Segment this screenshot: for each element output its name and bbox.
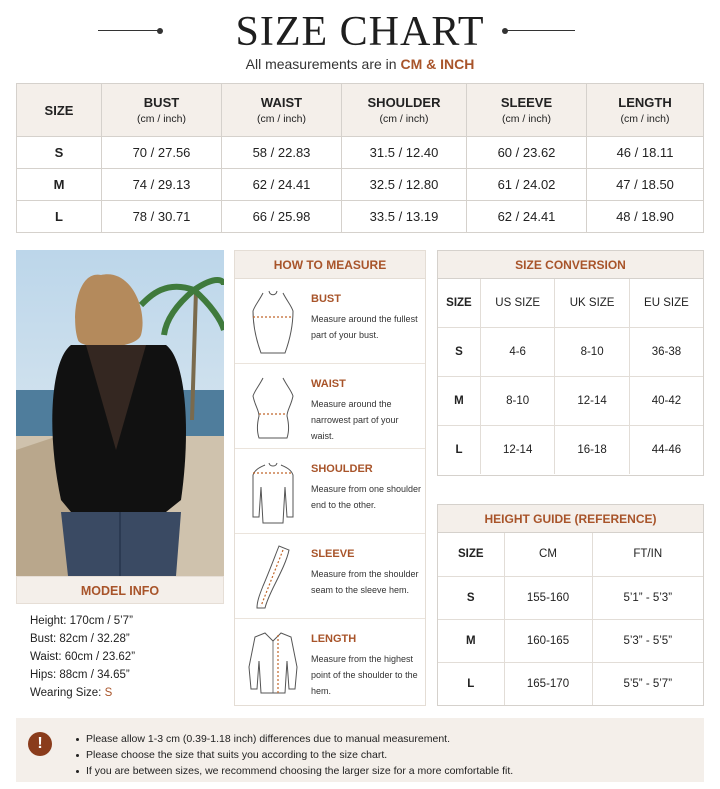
measure-item-length: [235, 619, 425, 704]
height-guide-panel: [437, 504, 704, 706]
us-size-cell: 12-14: [480, 425, 554, 474]
size-table-header: [17, 84, 704, 137]
ft-in-cell: 5’5” - 5’7”: [592, 662, 703, 705]
col-header-label: BUST: [143, 95, 180, 110]
us-size-cell: 4-6: [480, 327, 554, 376]
table-row: [17, 201, 704, 233]
col-header-bust: [102, 84, 222, 137]
waist-cell: 66 / 25.98: [222, 201, 342, 233]
torso-waist-icon: [245, 372, 301, 442]
height-guide-heading: HEIGHT GUIDE (REFERENCE): [438, 505, 703, 533]
col-header: SIZE: [457, 548, 484, 561]
size-conversion-heading: SIZE CONVERSION: [438, 251, 703, 279]
col-header-unit: (cm / inch): [379, 113, 429, 125]
col-header-label: SIZE: [44, 102, 74, 118]
cm-cell: 165-170: [504, 662, 592, 705]
title-decoration-right: [505, 30, 575, 31]
uk-size-cell: 12-14: [555, 376, 629, 425]
model-photo-illustration: [16, 250, 224, 576]
size-conversion-table: [438, 279, 703, 474]
col-header-unit: (cm / inch): [620, 113, 670, 125]
size-cell: M: [438, 376, 480, 425]
col-header-length: [587, 84, 704, 137]
measure-name: BUST: [311, 293, 341, 305]
col-header-unit: (cm / inch): [501, 113, 551, 125]
bust-cell: 78 / 30.71: [102, 201, 222, 233]
col-header: CM: [504, 533, 592, 576]
size-cell: L: [438, 425, 480, 474]
measure-desc: Measure from the shoulder seam to the sleeve hem.: [311, 569, 419, 595]
list-item: Please allow 1-3 cm (0.39-1.18 inch) differences due to manual measurement.: [76, 731, 513, 747]
table-row: [438, 576, 703, 619]
list-item: Please choose the size that suits you according to the size chart.: [76, 747, 513, 763]
list-item: If you are between sizes, we recommend choosing the larger size for a more comfortable fit.: [76, 763, 513, 779]
size-cell: M: [438, 619, 504, 662]
list-item: [30, 684, 210, 702]
measure-item-shoulder: [235, 449, 425, 534]
torso-shoulder-icon: [245, 457, 301, 527]
col-header-unit: (cm / inch): [256, 113, 306, 125]
measure-name: LENGTH: [311, 633, 357, 645]
measure-name: SLEEVE: [311, 548, 355, 560]
table-row: [438, 619, 703, 662]
list-item: Waist: 60cm / 23.62”: [30, 651, 136, 663]
col-header-waist: [222, 84, 342, 137]
col-header-label: SHOULDER: [367, 95, 441, 110]
waist-cell: 58 / 22.83: [222, 137, 342, 169]
shoulder-cell: 33.5 / 13.19: [342, 201, 467, 233]
size-cell: L: [438, 662, 504, 705]
table-row: [17, 137, 704, 169]
cm-cell: 155-160: [504, 576, 592, 619]
measure-desc: Measure from one shoulder end to the other.: [311, 484, 422, 510]
height-guide-table: [438, 533, 703, 705]
size-cell: L: [17, 201, 102, 233]
list-item: Height: 170cm / 5’7”: [30, 615, 133, 627]
list-item: Hips: 88cm / 34.65”: [30, 669, 130, 681]
col-header: UK SIZE: [555, 279, 629, 327]
waist-cell: 62 / 24.41: [222, 169, 342, 201]
bust-cell: 74 / 29.13: [102, 169, 222, 201]
eu-size-cell: 36-38: [629, 327, 703, 376]
length-cell: 48 / 18.90: [587, 201, 704, 233]
measure-name: WAIST: [311, 378, 346, 390]
uk-size-cell: 8-10: [555, 327, 629, 376]
measure-desc: Measure from the highest point of the shoulder to the hem.: [311, 654, 418, 696]
notes-panel: [16, 718, 704, 782]
uk-size-cell: 16-18: [555, 425, 629, 474]
measure-item-sleeve: [235, 534, 425, 619]
wearing-size-value: S: [104, 687, 113, 699]
measure-name: SHOULDER: [311, 463, 373, 475]
how-to-measure-heading: HOW TO MEASURE: [235, 251, 425, 279]
measure-item-bust: [235, 279, 425, 364]
table-row: [438, 662, 703, 705]
eu-size-cell: 40-42: [629, 376, 703, 425]
subtitle-text: All measurements are in: [245, 56, 401, 72]
table-header-row: [438, 279, 703, 327]
size-cell: S: [438, 327, 480, 376]
size-cell: S: [17, 137, 102, 169]
ft-in-cell: 5’1” - 5’3”: [592, 576, 703, 619]
shoulder-cell: 31.5 / 12.40: [342, 137, 467, 169]
arm-sleeve-icon: [245, 542, 301, 612]
col-header-unit: (cm / inch): [136, 113, 186, 125]
table-row: [438, 425, 703, 474]
wearing-size-label: Wearing Size:: [30, 687, 105, 699]
measure-desc: Measure around the fullest part of your bust.: [311, 314, 418, 340]
torso-bust-icon: [245, 287, 301, 357]
col-header-shoulder: [342, 84, 467, 137]
col-header: EU SIZE: [629, 279, 703, 327]
measure-desc: Measure around the narrowest part of your waist.: [311, 399, 399, 441]
page-title: SIZE CHART: [235, 9, 485, 55]
eu-size-cell: 44-46: [629, 425, 703, 474]
col-header-label: LENGTH: [618, 95, 672, 110]
us-size-cell: 8-10: [480, 376, 554, 425]
exclamation-icon: !: [28, 732, 52, 756]
model-info-list: [16, 604, 224, 710]
subtitle-units: CM & INCH: [400, 56, 475, 72]
col-header: SIZE: [446, 296, 472, 309]
header: [0, 8, 720, 56]
model-info-heading: MODEL INFO: [16, 576, 224, 604]
table-header-row: [438, 533, 703, 576]
bust-cell: 70 / 27.56: [102, 137, 222, 169]
shirt-length-icon: [245, 627, 301, 697]
table-row: [438, 376, 703, 425]
page-subtitle: [0, 56, 720, 72]
size-table: [16, 83, 704, 233]
how-to-measure-panel: [234, 250, 426, 706]
notes-list: [76, 731, 513, 779]
sleeve-cell: 61 / 24.02: [467, 169, 587, 201]
ft-in-cell: 5’3” - 5’5”: [592, 619, 703, 662]
col-header: US SIZE: [480, 279, 554, 327]
length-cell: 46 / 18.11: [587, 137, 704, 169]
sleeve-cell: 60 / 23.62: [467, 137, 587, 169]
col-header: FT/IN: [592, 533, 703, 576]
list-item: Bust: 82cm / 32.28”: [30, 633, 130, 645]
measure-item-waist: [235, 364, 425, 449]
cm-cell: 160-165: [504, 619, 592, 662]
shoulder-cell: 32.5 / 12.80: [342, 169, 467, 201]
col-header-size: [17, 84, 102, 137]
model-info-panel: [16, 576, 224, 706]
size-cell: M: [17, 169, 102, 201]
size-conversion-panel: [437, 250, 704, 476]
col-header-label: WAIST: [260, 95, 303, 110]
col-header-label: SLEEVE: [500, 95, 553, 110]
table-row: [438, 327, 703, 376]
col-header-sleeve: [467, 84, 587, 137]
table-row: [17, 169, 704, 201]
sleeve-cell: 62 / 24.41: [467, 201, 587, 233]
length-cell: 47 / 18.50: [587, 169, 704, 201]
model-photo: [16, 250, 224, 576]
size-cell: S: [438, 576, 504, 619]
